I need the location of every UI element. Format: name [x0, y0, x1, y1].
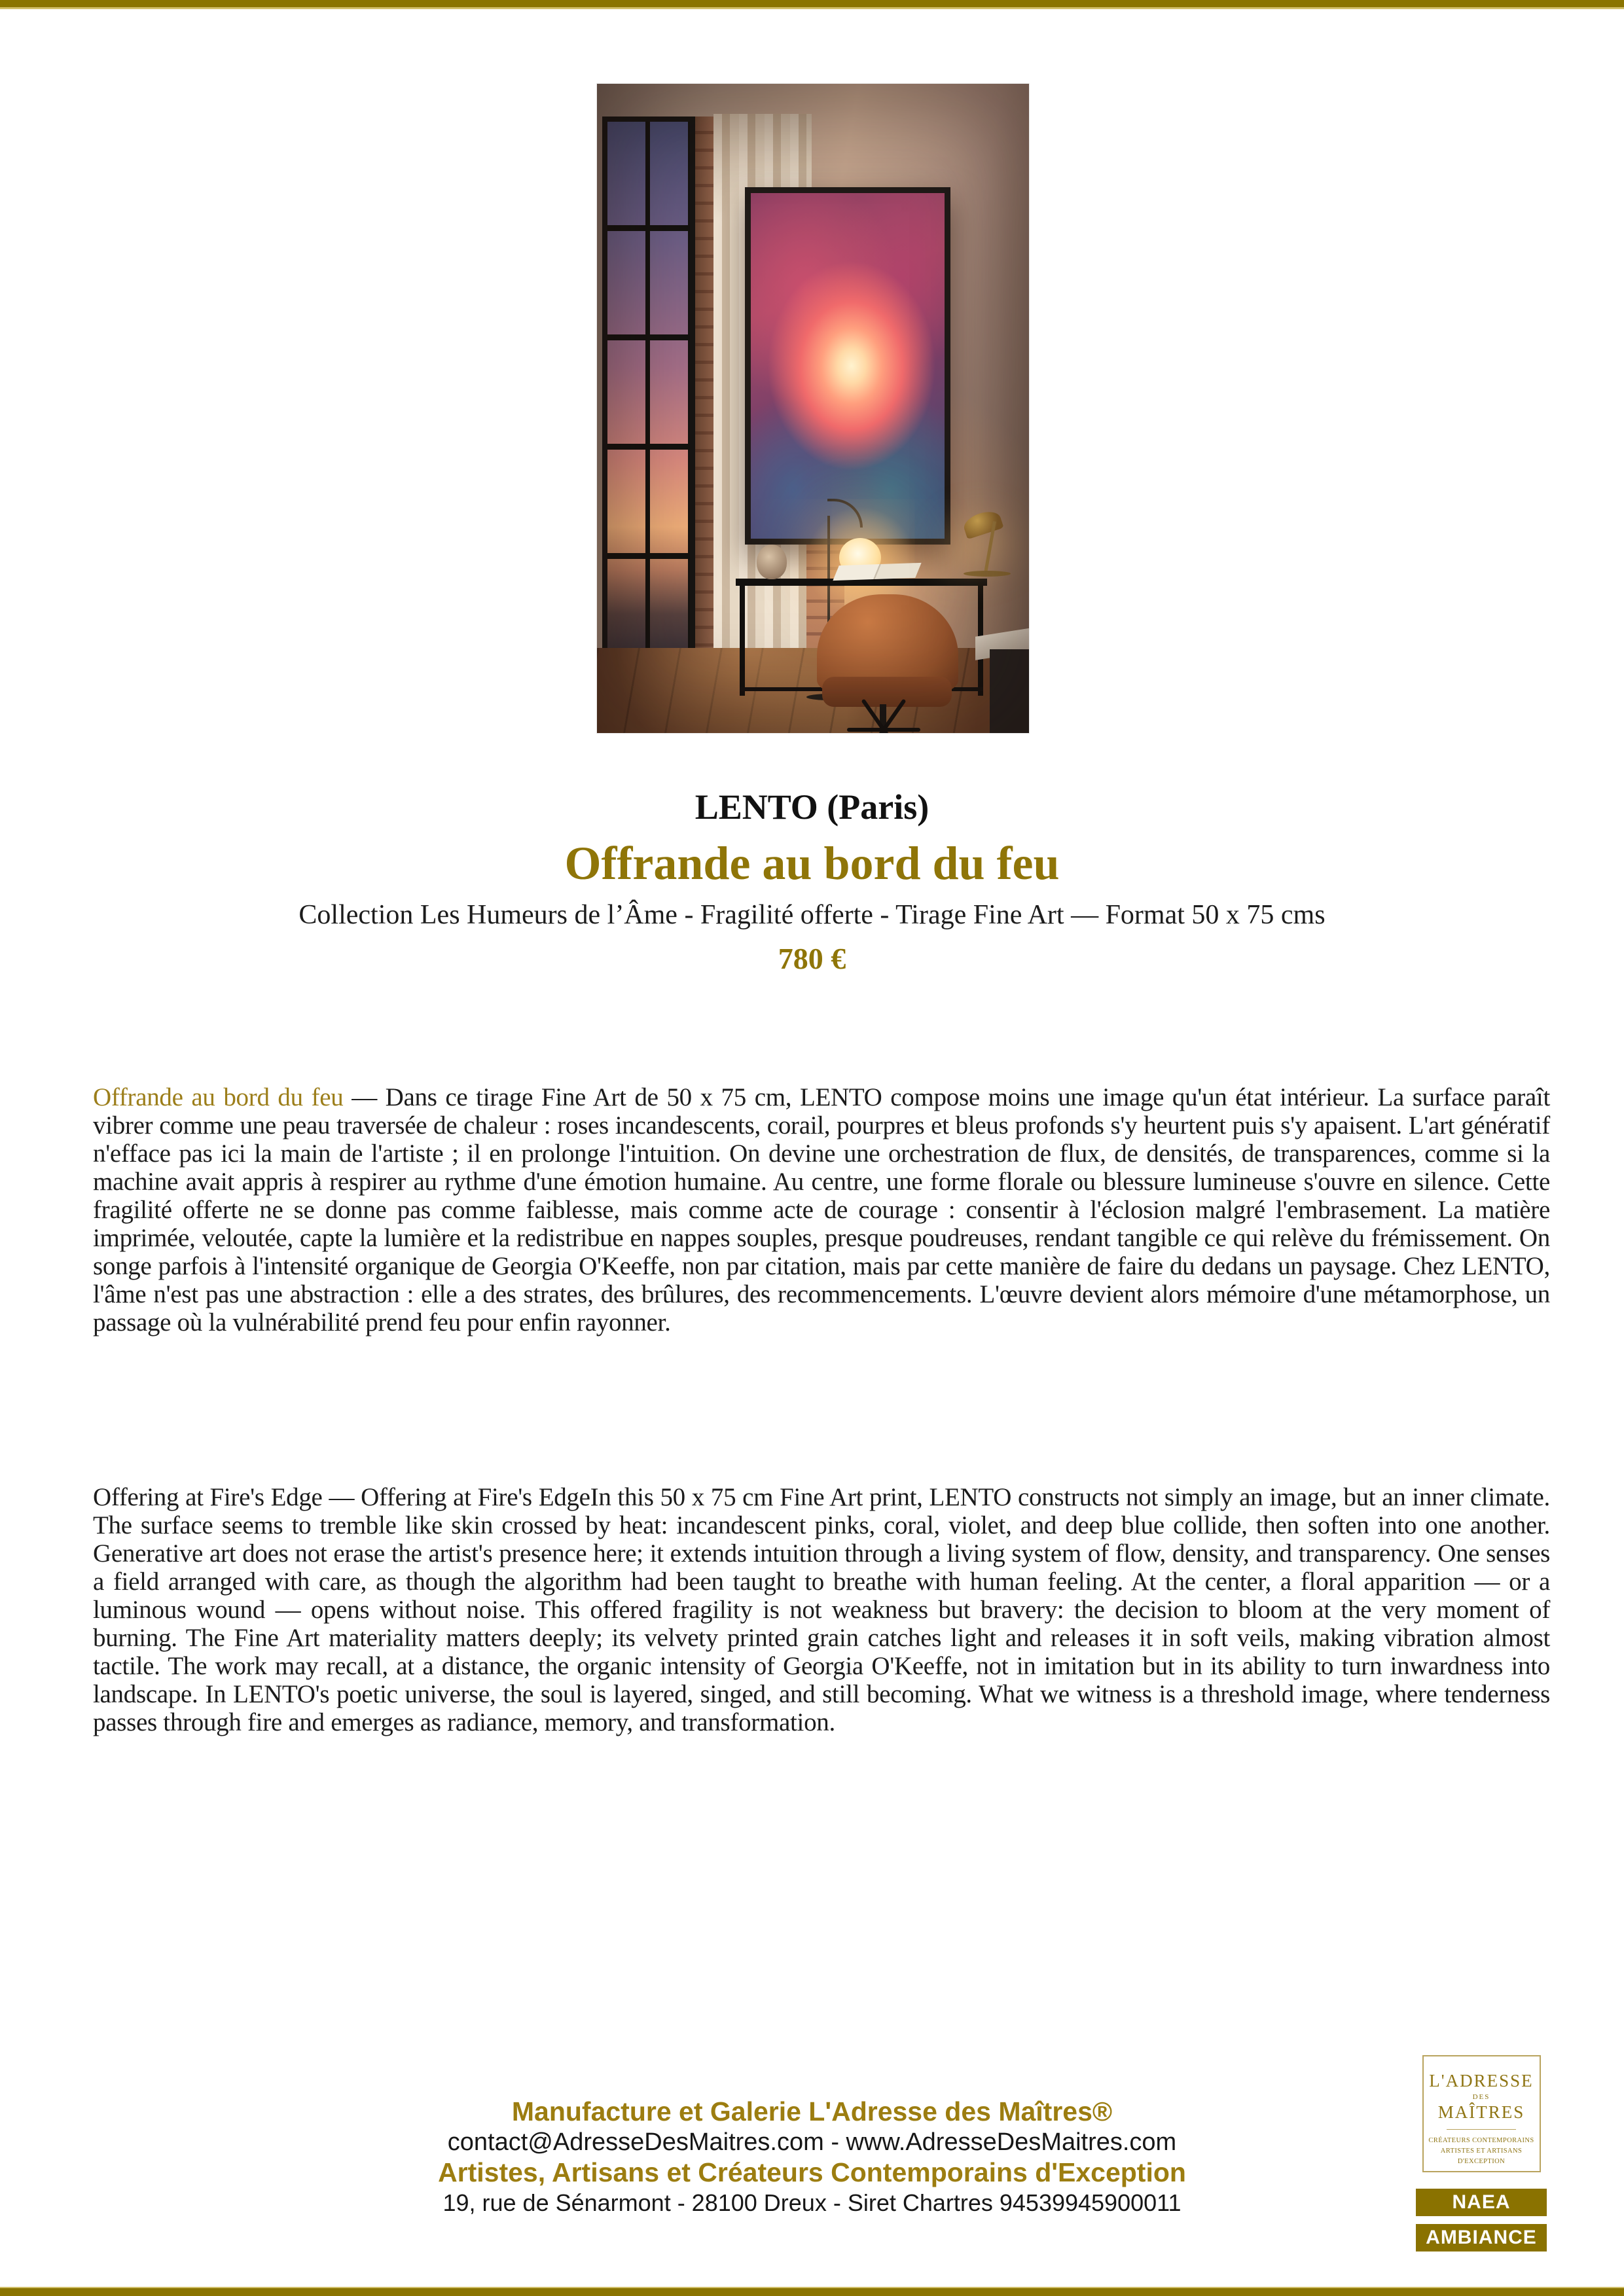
logo-sub-line: D'EXCEPTION: [1457, 2158, 1506, 2165]
artwork-title: Offrande au bord du feu: [564, 837, 1060, 889]
logo-line-maitres: MAÎTRES: [1437, 2102, 1525, 2122]
artwork-room-photo: [597, 84, 1029, 733]
logo-sub-line: CRÉATEURS CONTEMPORAINS: [1428, 2137, 1534, 2144]
description-french-body: — Dans ce tirage Fine Art de 50 x 75 cm, LENTO compose moins une image qu'un état intérieur. La surface paraît vibrer comme une peau traversée de chaleur : roses incandescents, corail, pourpres et bleus profonds s'y heurtent puis s'y apaisent. L'art génératif n'efface pas ici la main de l'artiste ; il en prolonge l'intuition. On devine une orchestration de flux, de densités, de transparences, comme si la machine avait appris à respirer au rythme d'une émotion humaine. Au centre, une forme florale ou blessure lumineuse s'ouvre en silence. Cette fragilité offerte ne se donne pas comme faiblesse, mais comme acte de courage : consentir à l'éclosion malgré l'embrasement. La matière imprimée, veloutée, capte la lumière et la redistribue en nappes souples, presque poudreuses, rendant tangible ce qui relève du frémissement. On songe parfois à l'intensité organique de Georgia O'Keeffe, non par citation, mais par cette manière de faire du dedans un paysage. Chez LENTO, l'âme n'est pas une abstraction : elle a des strates, des brûlures, des recommencements. L'œuvre devient alors mémoire d'une métamorphose, un passage où la vulnérabilité prend feu pour enfin rayonner.: [93, 1083, 1550, 1336]
footer-contact-block: [0, 2096, 1624, 2218]
naea-badge: NAEA: [1416, 2189, 1547, 2216]
gallery-address: 19, rue de Sénarmont - 28100 Dreux - Siret Chartres 94539945900011: [442, 2189, 1182, 2216]
logo-line-des: DES: [1472, 2093, 1490, 2101]
top-gold-rule: [0, 0, 1624, 9]
photo-vignette: [597, 84, 1029, 733]
gallery-contact: contact@AdresseDesMaitres.com - www.AdresseDesMaitres.com: [447, 2128, 1177, 2156]
description-french: [93, 1083, 1550, 1336]
description-english: Offering at Fire's Edge — Offering at Fire's EdgeIn this 50 x 75 cm Fine Art print, LENTO constructs not simply an image, but an inner climate. The surface seems to tremble like skin crossed by heat: incandescent pinks, coral, violet, and deep blue collide, then soften into one another. Generative art does not erase the artist's presence here; it extends intuition through a living system of flow, density, and transparency. One senses a field arranged with care, as though the algorithm had been taught to breathe with human feeling. At the center, a floral apparition — or a luminous wound — opens without noise. This offered fragility is not weakness but bravery: the decision to bloom at the very moment of burning. The Fine Art materiality matters deeply; its velvety printed grain catches light and releases it in soft veils, making vibration almost tactile. The work may recall, at a distance, the organic intensity of Georgia O'Keeffe, not in imitation but in its ability to turn inwardness into landscape. In LENTO's poetic universe, the soul is layered, singed, and still becoming. What we witness is a threshold image, where tenderness passes through fire and emerges as radiance, memory, and transformation.: [93, 1483, 1550, 1736]
ambiance-badge: AMBIANCE: [1416, 2224, 1547, 2251]
logo-sub-line: ARTISTES ET ARTISANS: [1440, 2147, 1523, 2155]
collection-subtitle: Collection Les Humeurs de l’Âme - Fragilité offerte - Tirage Fine Art — Format 50 x 75 cms: [298, 900, 1326, 930]
logo-divider: [1447, 2129, 1516, 2130]
bottom-gold-rule: [0, 2287, 1624, 2296]
gallery-name: Manufacture et Galerie L'Adresse des Maîtres®: [511, 2096, 1113, 2126]
gallery-logo-column: [1416, 2055, 1547, 2251]
price: 780 €: [778, 942, 846, 975]
gallery-logo: [1422, 2055, 1541, 2172]
description-french-lead: Offrande au bord du feu: [93, 1083, 344, 1111]
gallery-tagline: Artistes, Artisans et Créateurs Contemporains d'Exception: [438, 2157, 1186, 2187]
artist-name: LENTO (Paris): [695, 787, 929, 827]
logo-line-adresse: L'ADRESSE: [1429, 2071, 1534, 2090]
